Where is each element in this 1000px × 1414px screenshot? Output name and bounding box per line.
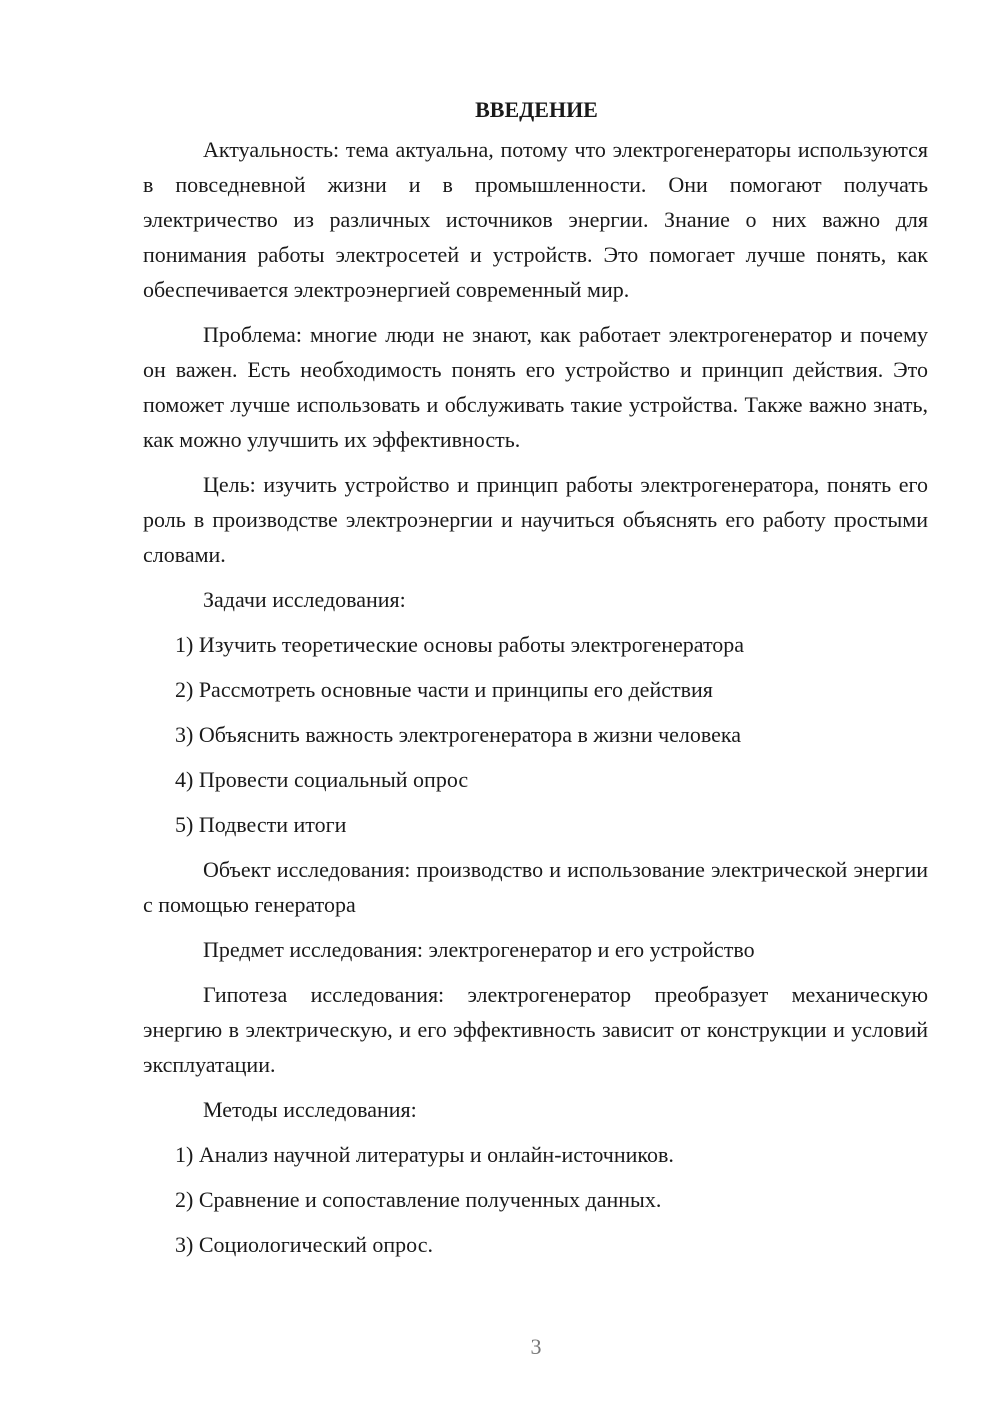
problem-paragraph: Проблема: многие люди не знают, как работает электрогенератор и почему он важен. Есть необходимость понять его устройство и принцип действия. Это поможет лучше использовать и обслуживать такие устройства. Также важно знать, как можно улучшить их эффективность.	[143, 322, 928, 452]
relevance-paragraph: Актуальность: тема актуальна, потому что электрогенераторы используются в повседневной жизни и в промышленности. Они помогают получать электричество из различных источников энергии. Знание о них важно для понимания работы электросетей и устройств. Это помогает лучше понять, как обеспечивается электроэнергией современный мир.	[143, 137, 928, 302]
method-item: 1) Анализ научной литературы и онлайн-источников.	[175, 1142, 674, 1167]
task-item: 1) Изучить теоретические основы работы электрогенератора	[175, 632, 745, 657]
page-number: 3	[530, 1334, 542, 1359]
hypothesis-paragraph: Гипотеза исследования: электрогенератор преобразует механическую энергию в электрическую, и его эффективность зависит от конструкции и условий эксплуатации.	[143, 982, 928, 1077]
tasks-heading: Задачи исследования:	[203, 587, 406, 612]
goal-paragraph: Цель: изучить устройство и принцип работы электрогенератора, понять его роль в производстве электроэнергии и научиться объяснять его работу простыми словами.	[143, 472, 928, 567]
method-item: 2) Сравнение и сопоставление полученных данных.	[175, 1187, 662, 1212]
task-item: 4) Провести социальный опрос	[175, 767, 469, 792]
document-page	[143, 92, 928, 1262]
subject-paragraph: Предмет исследования: электрогенератор и его устройство	[203, 937, 755, 962]
object-paragraph: Объект исследования: производство и использование электрической энергии с помощью генератора	[143, 857, 928, 917]
task-item: 5) Подвести итоги	[175, 812, 347, 837]
methods-heading: Методы исследования:	[203, 1097, 417, 1122]
task-item: 2) Рассмотреть основные части и принципы его действия	[175, 677, 713, 702]
method-item: 3) Социологический опрос.	[175, 1232, 433, 1257]
task-item: 3) Объяснить важность электрогенератора в жизни человека	[175, 722, 742, 747]
page-title: ВВЕДЕНИЕ	[475, 97, 598, 122]
